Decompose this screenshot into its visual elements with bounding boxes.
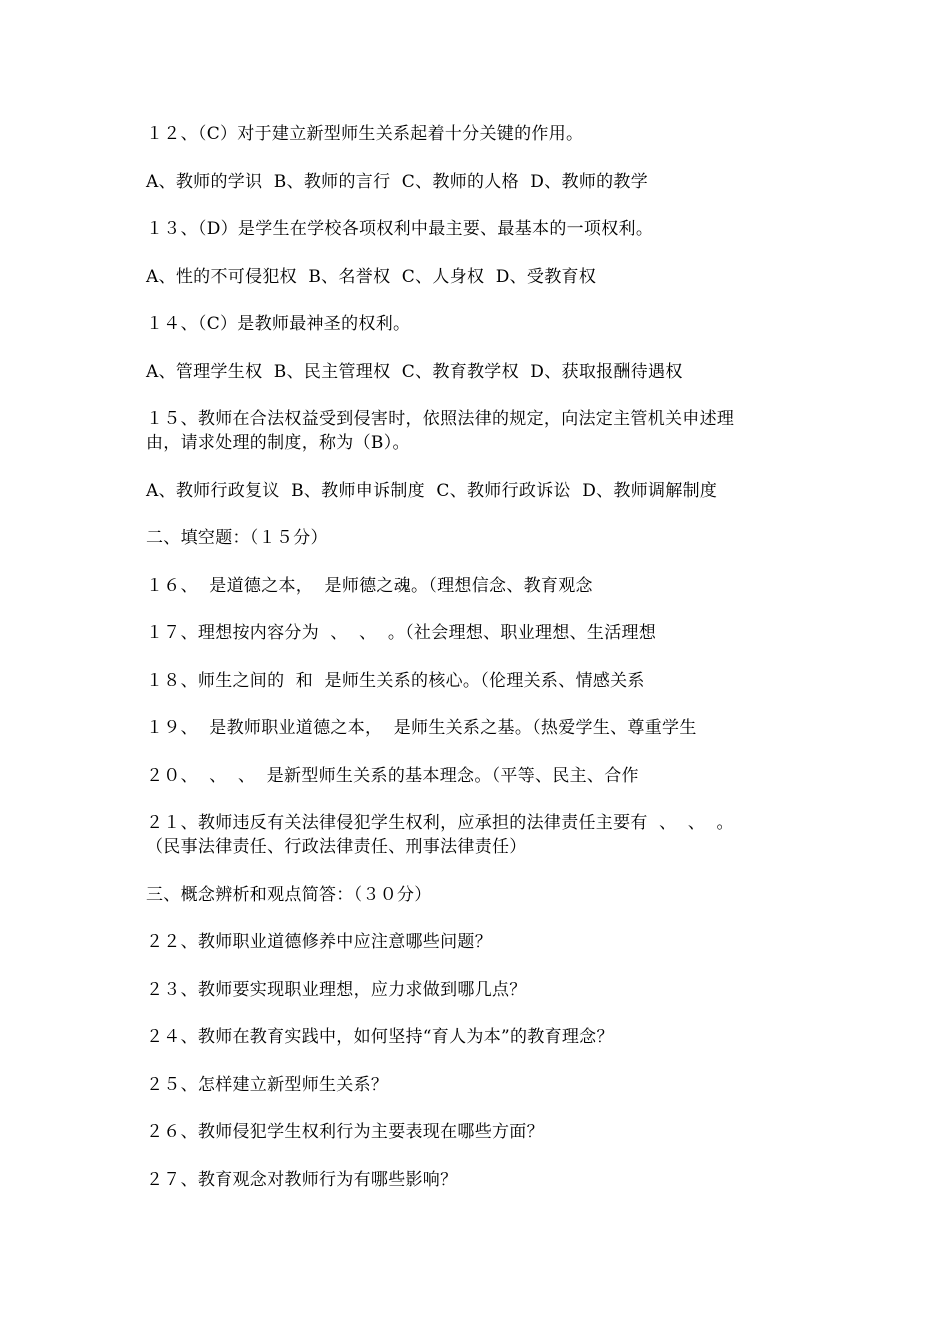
question-25: ２５、怎样建立新型师生关系？ xyxy=(146,1074,389,1095)
question-23: ２３、教师要实现职业理想，应力求做到哪几点？ xyxy=(146,979,527,1000)
question-20: ２０、 、 、 是新型师生关系的基本理念。（平等、民主、合作 xyxy=(146,765,639,786)
question-18: １８、师生之间的 和 是师生关系的核心。（伦理关系、情感关系 xyxy=(146,670,645,691)
question-15-options: A、教师行政复议 B、教师申诉制度 C、教师行政诉讼 D、教师调解制度 xyxy=(146,480,718,501)
question-15-line-1: １５、教师在合法权益受到侵害时，依照法律的规定，向法定主管机关申述理 xyxy=(146,409,735,429)
question-12: １２、（C）对于建立新型师生关系起着十分关键的作用。 xyxy=(146,124,584,144)
question-15-line-2: 由，请求处理的制度，称为（B）。 xyxy=(146,433,410,453)
question-13-options: A、性的不可侵犯权 B、名誉权 C、人身权 D、受教育权 xyxy=(146,266,597,287)
question-14: １４、（C）是教师最神圣的权利。 xyxy=(146,314,411,334)
section-short-answer-heading: 三、概念辨析和观点简答：（３０分） xyxy=(146,884,432,905)
question-21-line-1: ２１、教师违反有关法律侵犯学生权利，应承担的法律责任主要有 、 、 。 xyxy=(146,813,734,833)
section-fill-in-heading: 二、填空题：（１５分） xyxy=(146,528,328,548)
question-27: ２７、教育观念对教师行为有哪些影响？ xyxy=(146,1169,458,1190)
question-14-options: A、管理学生权 B、民主管理权 C、教育教学权 D、获取报酬待遇权 xyxy=(146,361,683,382)
question-19: １９、 是教师职业道德之本， 是师生关系之基。（热爱学生、尊重学生 xyxy=(146,718,697,738)
question-13: １３、（D）是学生在学校各项权利中最主要、最基本的一项权利。 xyxy=(146,219,654,239)
question-26: ２６、教师侵犯学生权利行为主要表现在哪些方面？ xyxy=(146,1122,544,1142)
question-22: ２２、教师职业道德修养中应注意哪些问题？ xyxy=(146,932,492,952)
question-21 xyxy=(146,811,806,859)
question-21-line-2: （民事法律责任、行政法律责任、刑事法律责任） xyxy=(146,837,527,857)
question-16: １６、 是道德之本， 是师德之魂。（理想信念、教育观念 xyxy=(146,575,593,596)
question-15 xyxy=(146,407,806,455)
document-page xyxy=(146,122,806,1215)
question-17: １７、理想按内容分为 、 、 。（社会理想、职业理想、生活理想 xyxy=(146,623,657,643)
question-24: ２４、教师在教育实践中，如何坚持“育人为本”的教育理念？ xyxy=(146,1027,614,1047)
question-12-options: A、教师的学识 B、教师的言行 C、教师的人格 D、教师的教学 xyxy=(146,171,649,192)
